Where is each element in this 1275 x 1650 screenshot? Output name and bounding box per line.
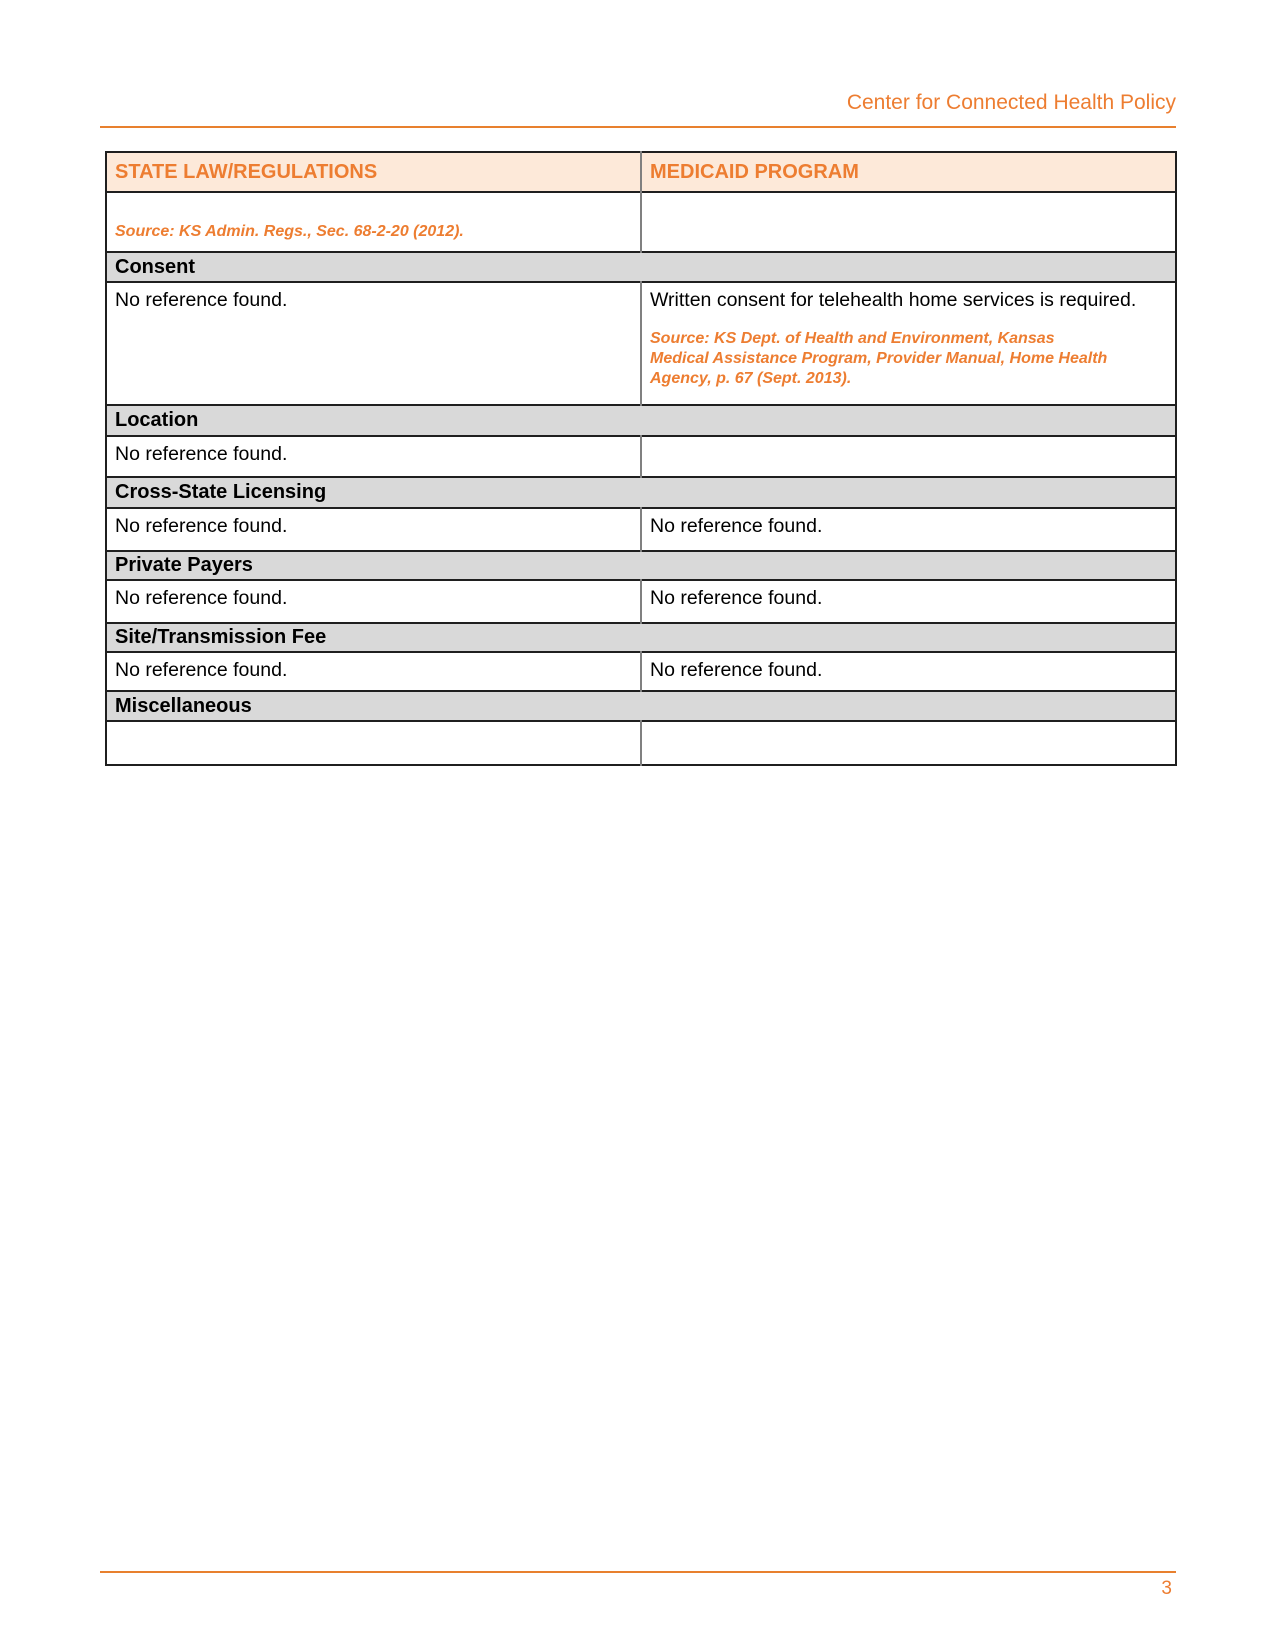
- header-title: Center for Connected Health Policy: [846, 91, 1176, 114]
- private-payers-medicaid-cell: [641, 580, 1176, 623]
- section-header-cross-state-licensing: [106, 477, 1176, 508]
- private-payers-medicaid-text: No reference found.: [650, 587, 823, 609]
- consent-state-law-cell: [106, 282, 641, 405]
- page-number: 3: [1161, 1578, 1172, 1599]
- miscellaneous-state-law-cell: [106, 721, 641, 765]
- cross-state-state-law-cell: [106, 508, 641, 551]
- consent-medicaid-text: Written consent for telehealth home services is required.: [650, 289, 1137, 311]
- location-medicaid-cell: [641, 436, 1176, 477]
- header-rule: [100, 126, 1176, 128]
- policy-table: [105, 151, 1177, 766]
- site-fee-medicaid-cell: [641, 652, 1176, 691]
- state-law-source-cell: [106, 192, 641, 252]
- section-title: Site/Transmission Fee: [106, 623, 1176, 652]
- cross-state-state-law-text: No reference found.: [115, 515, 288, 537]
- miscellaneous-content-row: [106, 721, 1176, 765]
- section-header-site-transmission-fee: [106, 623, 1176, 652]
- location-state-law-cell: [106, 436, 641, 477]
- consent-medicaid-source-citation: Source: KS Dept. of Health and Environment, Kansas Medical Assistance Program, Provider Manual, Home Health Agency, p. 67 (Sept. 2013).: [650, 330, 1108, 387]
- private-payers-state-law-text: No reference found.: [115, 587, 288, 609]
- table-header-row: [106, 152, 1176, 192]
- location-content-row: [106, 436, 1176, 477]
- private-payers-state-law-cell: [106, 580, 641, 623]
- cross-state-medicaid-cell: [641, 508, 1176, 551]
- cross-state-medicaid-text: No reference found.: [650, 515, 823, 537]
- section-header-private-payers: [106, 551, 1176, 580]
- private-payers-content-row: [106, 580, 1176, 623]
- footer-rule: [100, 1571, 1176, 1573]
- section-header-consent: [106, 252, 1176, 282]
- section-title: Cross-State Licensing: [106, 477, 1176, 508]
- site-fee-state-law-text: No reference found.: [115, 659, 288, 681]
- location-state-law-text: No reference found.: [115, 443, 288, 465]
- section-title: Location: [106, 405, 1176, 436]
- column-header-medicaid: MEDICAID PROGRAM: [641, 152, 1176, 192]
- site-fee-medicaid-text: No reference found.: [650, 659, 823, 681]
- site-fee-state-law-cell: [106, 652, 641, 691]
- state-law-source-row: [106, 192, 1176, 252]
- empty-cell: [641, 192, 1176, 252]
- miscellaneous-medicaid-cell: [641, 721, 1176, 765]
- column-header-state-law: STATE LAW/REGULATIONS: [106, 152, 641, 192]
- site-fee-content-row: [106, 652, 1176, 691]
- cross-state-content-row: [106, 508, 1176, 551]
- consent-medicaid-cell: [641, 282, 1176, 405]
- section-title: Private Payers: [106, 551, 1176, 580]
- section-header-miscellaneous: [106, 691, 1176, 721]
- consent-content-row: [106, 282, 1176, 405]
- section-title: Miscellaneous: [106, 691, 1176, 721]
- section-title: Consent: [106, 252, 1176, 282]
- section-header-location: [106, 405, 1176, 436]
- consent-state-law-text: No reference found.: [115, 289, 288, 311]
- state-law-source-citation: Source: KS Admin. Regs., Sec. 68-2-20 (2012).: [115, 223, 464, 240]
